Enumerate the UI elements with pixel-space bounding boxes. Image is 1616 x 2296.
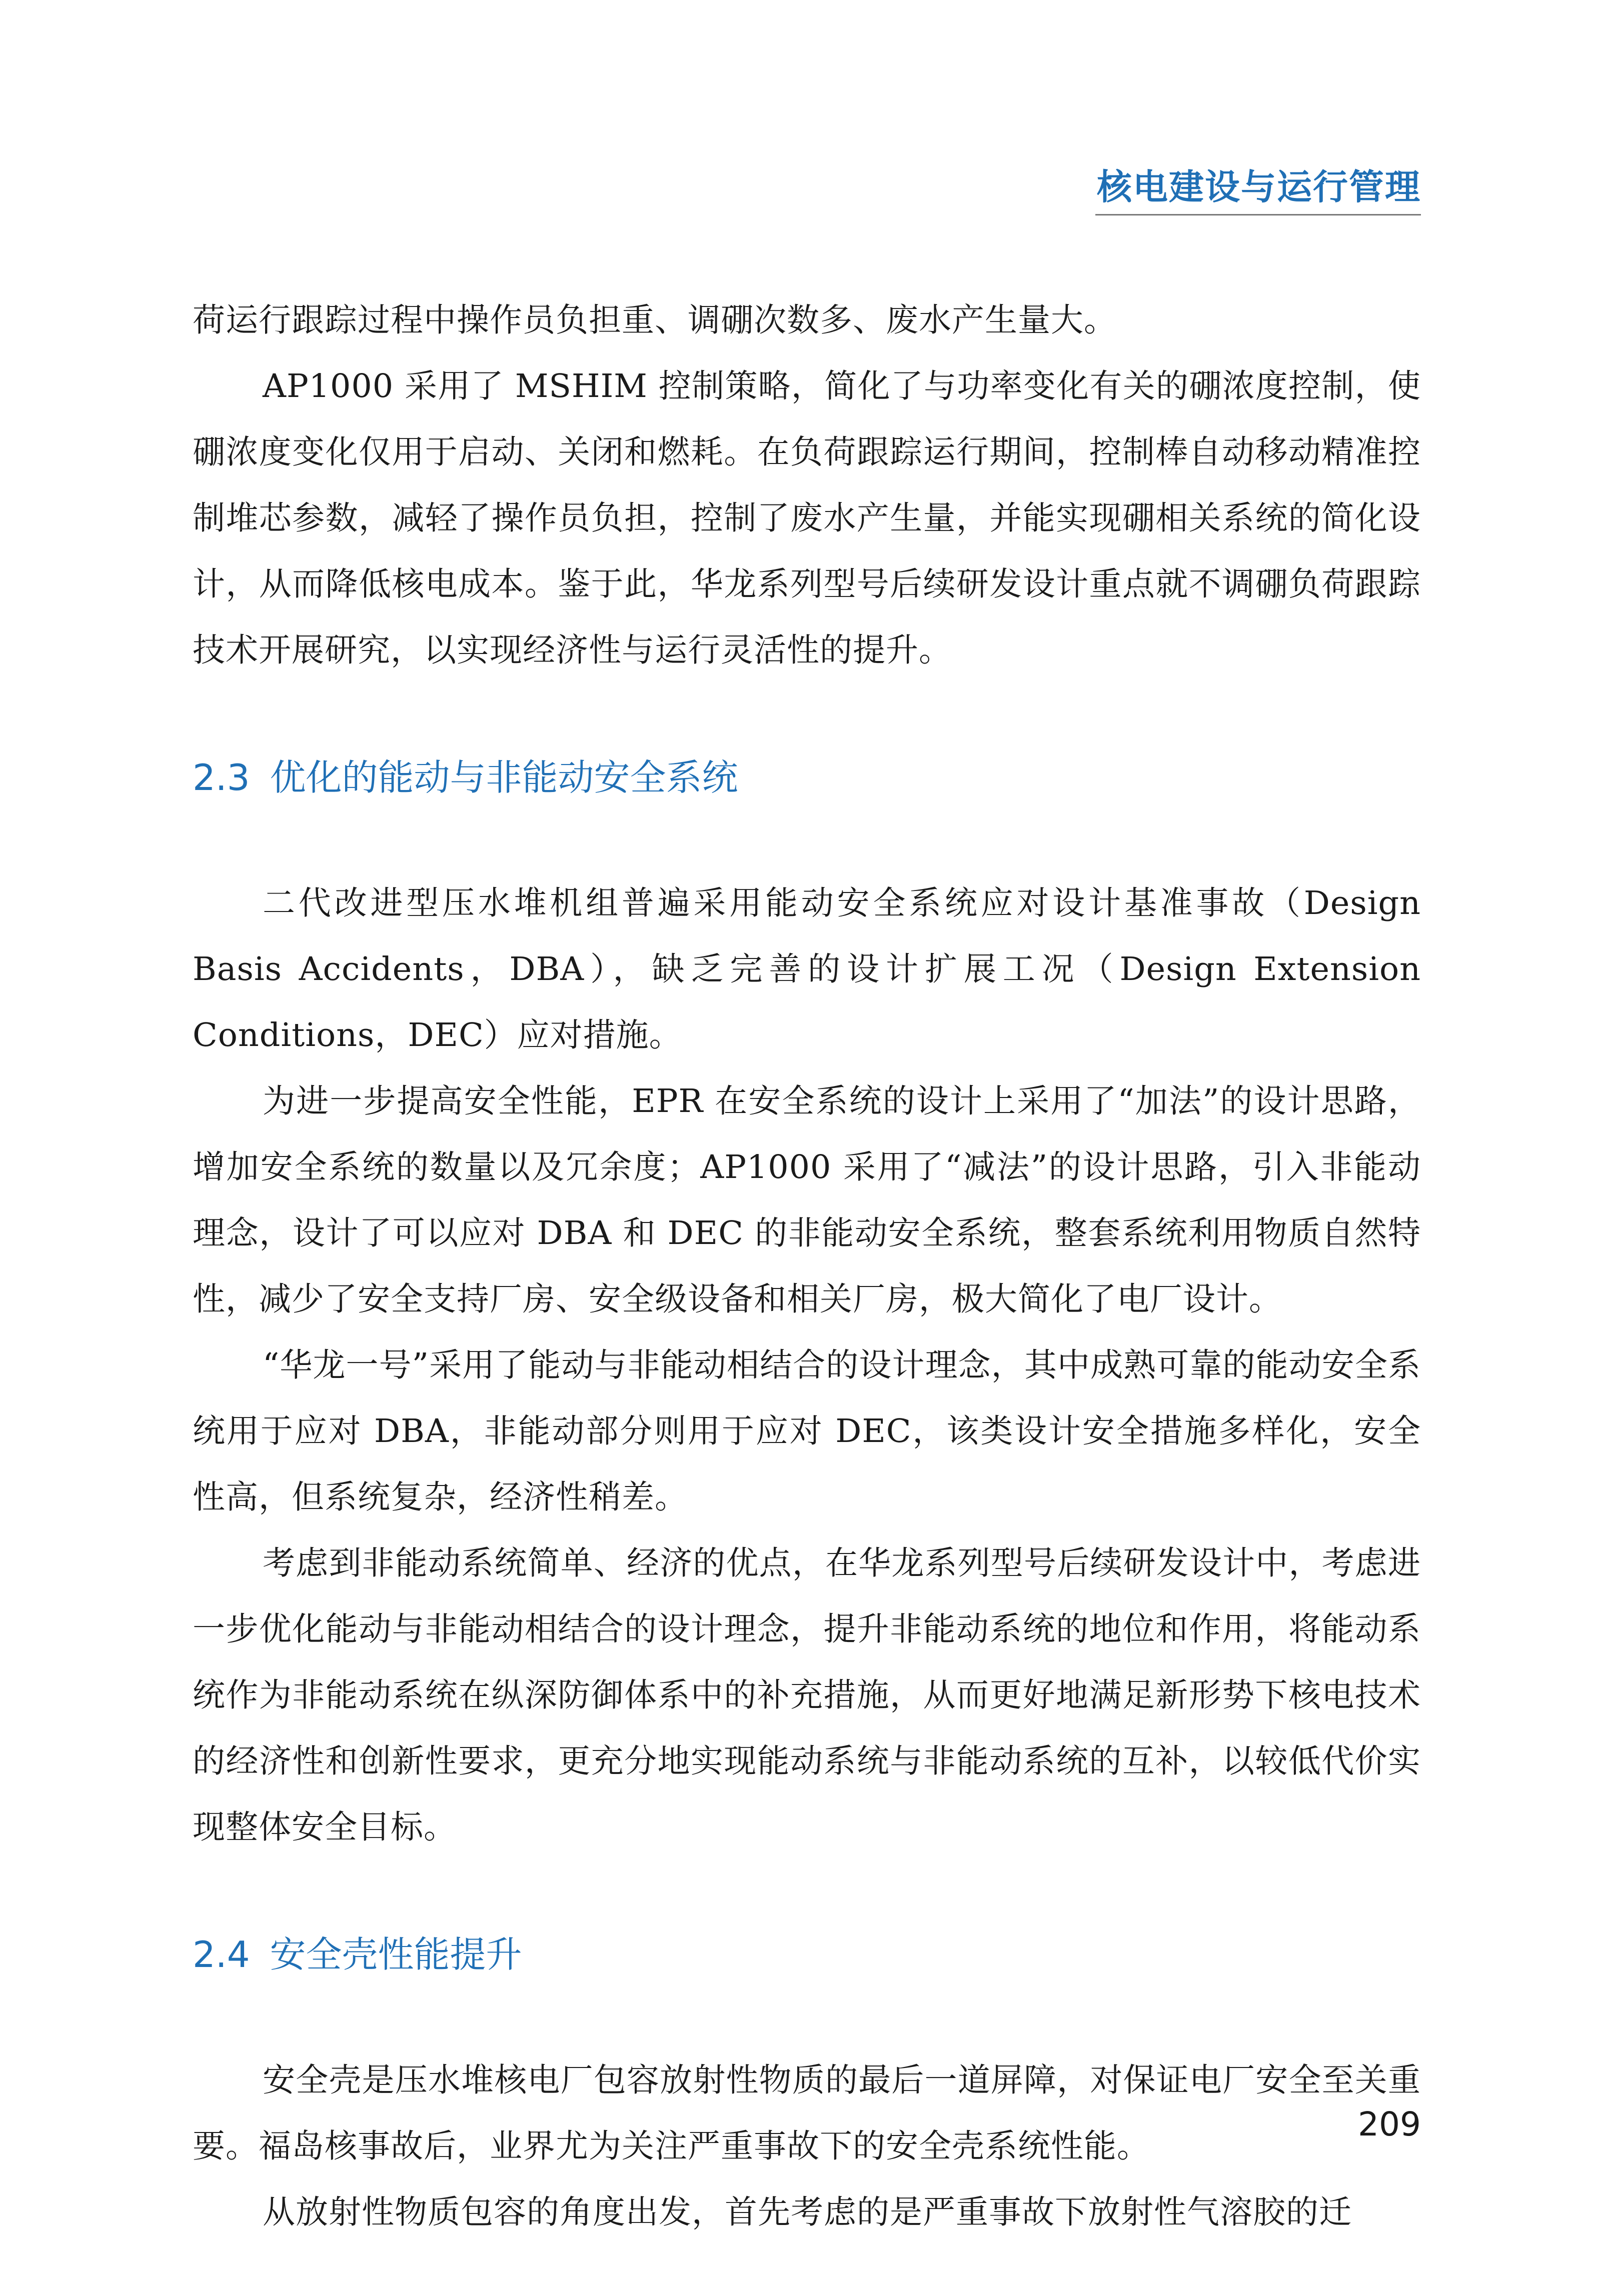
paragraph-passive-optimization: 考虑到非能动系统简单、经济的优点，在华龙系列型号后续研发设计中，考虑进一步优化能动与非能动相结合的设计理念，提升非能动系统的地位和作用，将能动系统作为非能动系统在纵深防御体系中的补充措施，从而更好地满足新形势下核电技术的经济性和创新性要求，更充分地实现能动系统与非能动系统的互补，以较低代价实现整体安全目标。 [193, 1544, 1421, 1846]
section-heading-2-3 [193, 748, 1421, 800]
section-number: 2.4 [193, 1934, 250, 1976]
paragraph-ap1000-mshim: AP1000 采用了 MSHIM 控制策略，简化了与功率变化有关的硼浓度控制，使硼浓度变化仅用于启动、关闭和燃耗。在负荷跟踪运行期间，控制棒自动移动精准控制堆芯参数，减轻了操作员负担，控制了废水产生量，并能实现硼相关系统的简化设计，从而降低核电成本。鉴于此，华龙系列型号后续研发设计重点就不调硼负荷跟踪技术开展研究，以实现经济性与运行灵活性的提升。 [193, 368, 1421, 669]
section-heading-2-4 [193, 1926, 1421, 1978]
section-number: 2.3 [193, 756, 250, 798]
paragraph-containment: 安全壳是压水堆核电厂包容放射性物质的最后一道屏障，对保证电厂安全至关重要。福岛核事故后，业界尤为关注严重事故下的安全壳系统性能。 [193, 2062, 1421, 2165]
paragraph-dba: 二代改进型压水堆机组普遍采用能动安全系统应对设计基准事故（Design Basis Accidents，DBA），缺乏完善的设计扩展工况（Design Extension Conditions，DEC）应对措施。 [193, 884, 1421, 1054]
header-rule [1095, 214, 1421, 216]
section-title: 优化的能动与非能动安全系统 [270, 756, 738, 798]
paragraph-epr-ap1000: 为进一步提高安全性能，EPR 在安全系统的设计上采用了“加法”的设计思路，增加安全系统的数量以及冗余度；AP1000 采用了“减法”的设计思路，引入非能动理念，设计了可以应对 DBA 和 DEC 的非能动安全系统，整套系统利用物质自然特性，减少了安全支持厂房、安全级设备和相关厂房，极大简化了电厂设计。 [193, 1082, 1421, 1318]
paragraph-radioactive-aerosol: 从放射性物质包容的角度出发，首先考虑的是严重事故下放射性气溶胶的迁 [263, 2194, 1352, 2231]
page-body [193, 288, 1421, 2246]
section-title: 安全壳性能提升 [270, 1934, 522, 1976]
paragraph-continued: 荷运行跟踪过程中操作员负担重、调硼次数多、废水产生量大。 [193, 302, 1117, 339]
paragraph-hualong-one: “华龙一号”采用了能动与非能动相结合的设计理念，其中成熟可靠的能动安全系统用于应对 DBA，非能动部分则用于应对 DEC，该类设计安全措施多样化，安全性高，但系统复杂，经济性稍差。 [193, 1346, 1421, 1516]
page-number: 209 [1358, 2105, 1421, 2144]
running-header-title: 核电建设与运行管理 [1097, 166, 1421, 208]
